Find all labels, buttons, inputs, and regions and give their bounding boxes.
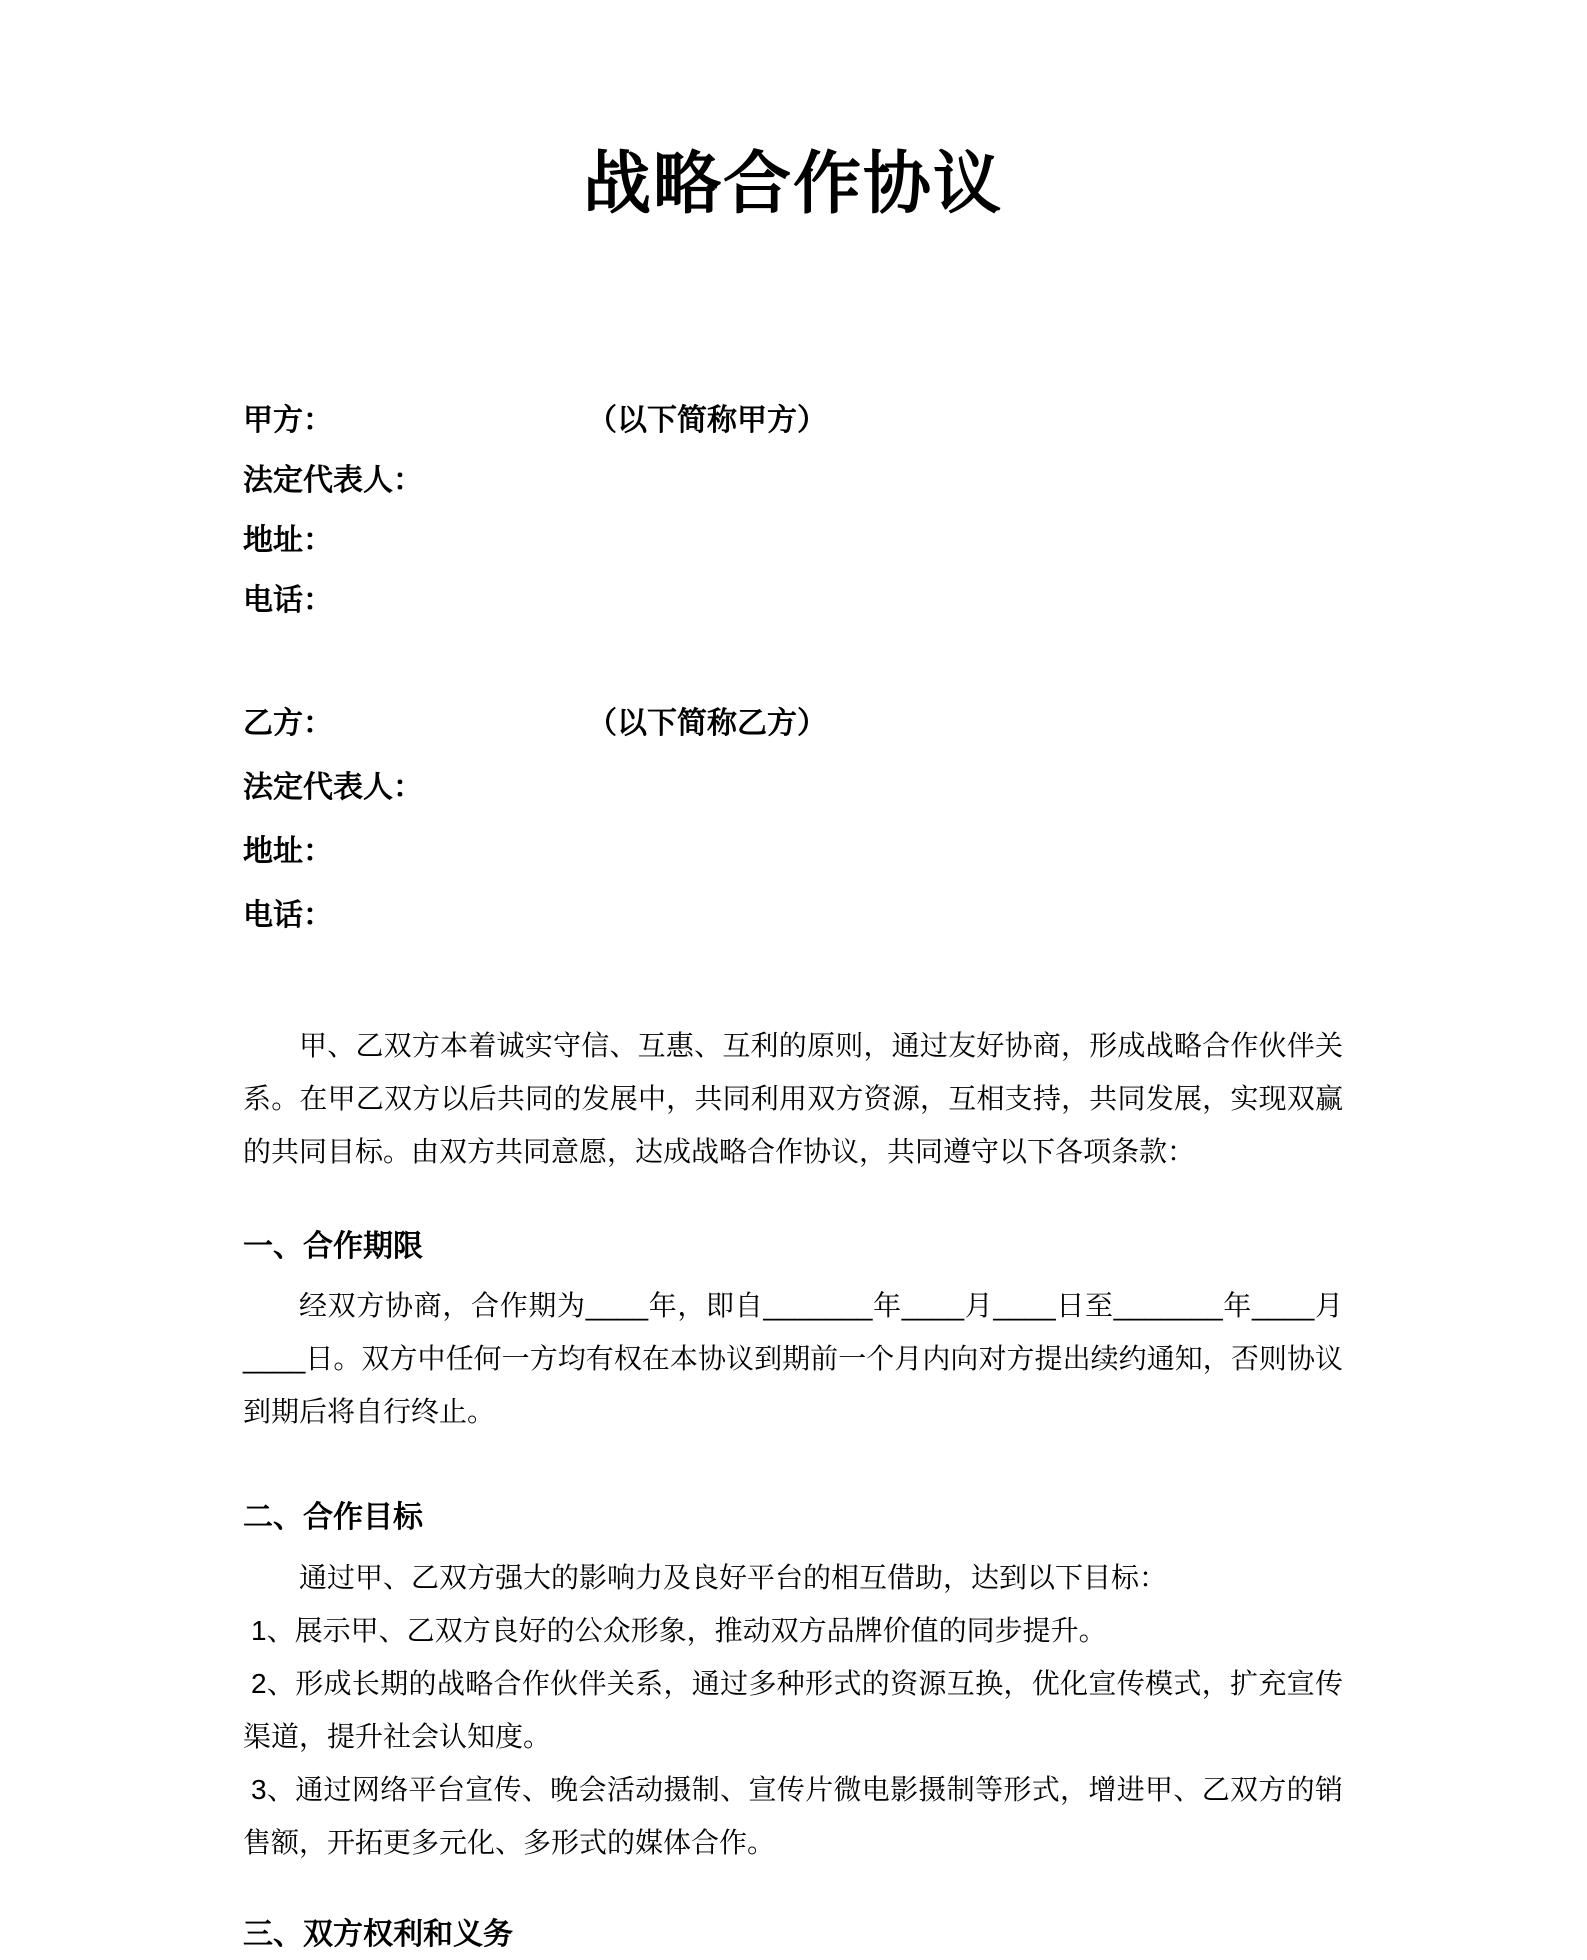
party-b-legal-rep-line [243,770,1343,806]
party-a-name-line [243,403,1343,439]
party-b-name-line [243,706,1343,742]
section-1-heading: 一、合作期限 [243,1230,423,1263]
party-a-name-label: 甲方： [243,404,333,437]
party-b-block [243,706,1343,934]
party-b-name-label: 乙方： [243,707,333,740]
party-a-alias-note: （以下简称甲方） [587,404,827,437]
section-2-goal-item-3: 3、通过网络平台宣传、晚会活动摄制、宣传片微电影摄制等形式，增进甲、乙双方的销售额，开拓更多元化、多形式的媒体合作。 [243,1774,1343,1858]
party-a-legal-rep-line [243,463,1343,499]
section-2-heading: 二、合作目标 [243,1501,423,1534]
party-b-legal-rep-label: 法定代表人： [243,771,423,804]
party-b-alias-note: （以下简称乙方） [587,707,827,740]
party-a-address-label: 地址： [243,524,333,557]
party-b-phone-line [243,898,1343,934]
section-2-intro-paragraph: 通过甲、乙双方强大的影响力及良好平台的相互借助，达到以下目标： [299,1562,1168,1593]
party-b-address-label: 地址： [243,835,333,868]
section-2-goal-item-2: 2、形成长期的战略合作伙伴关系，通过多种形式的资源互换，优化宣传模式，扩充宣传渠道，提升社会认知度。 [243,1668,1343,1752]
party-b-phone-label: 电话： [243,899,333,932]
section-3-heading: 三、双方权利和义务 [243,1918,513,1951]
preamble-paragraph: 甲、乙双方本着诚实守信、互惠、互利的原则，通过友好协商，形成战略合作伙伴关系。在甲乙双方以后共同的发展中，共同利用双方资源，互相支持，共同发展，实现双赢的共同目标。由双方共同意愿，达成战略合作协议，共同遵守以下各项条款： [243,1030,1343,1167]
party-a-address-line [243,523,1343,559]
document-title: 战略合作协议 [582,146,1003,222]
party-a-phone-label: 电话： [243,584,333,617]
party-a-block [243,403,1343,619]
party-a-legal-rep-label: 法定代表人： [243,464,423,497]
party-a-phone-line [243,583,1343,619]
party-b-address-line [243,834,1343,870]
section-2-goal-item-1: 1、展示甲、乙双方良好的公众形象，推动双方品牌价值的同步提升。 [251,1615,1107,1646]
section-1-term-paragraph: 经双方协商，合作期为____年，即自_______年____月____日至_______年____月____日。双方中任何一方均有权在本协议到期前一个月内向对方提出续约通知，否则协议到期后将自行终止。 [243,1290,1343,1427]
